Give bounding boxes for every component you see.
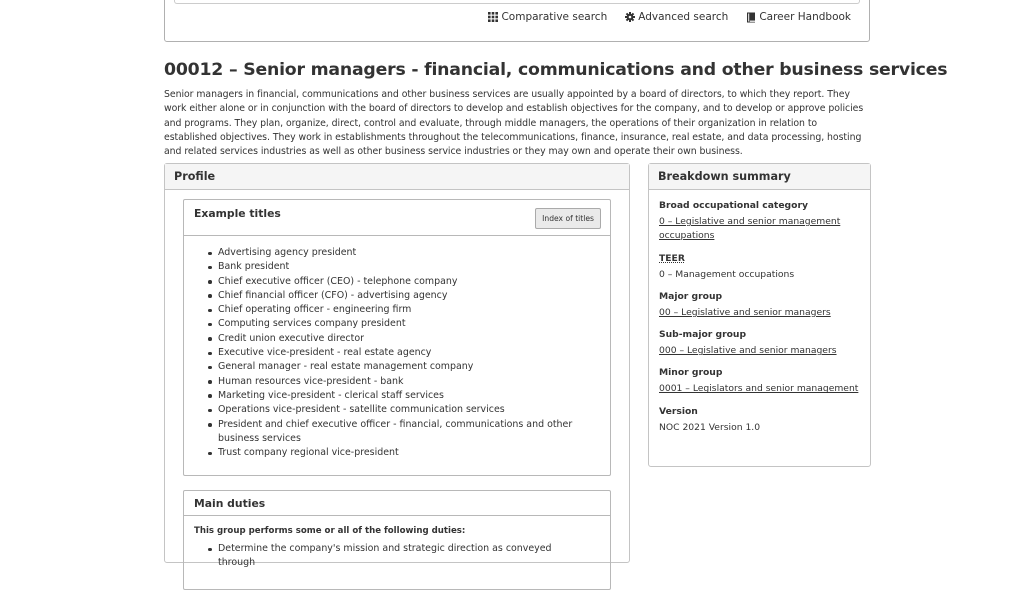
- comparative-search-link[interactable]: [488, 11, 607, 23]
- profile-panel: [164, 163, 630, 569]
- sub-major-group-link[interactable]: 000 – Legislative and senior managers: [659, 345, 837, 357]
- sub-major-group-item: [659, 329, 864, 358]
- version-item: [659, 406, 864, 435]
- gear-icon: [625, 12, 635, 22]
- list-item: President and chief executive officer - financial, communications and other business services: [208, 418, 588, 447]
- major-group-label: Major group: [659, 290, 723, 302]
- profile-heading: Profile: [165, 164, 629, 190]
- career-handbook-label: Career Handbook: [759, 11, 851, 23]
- career-handbook-link[interactable]: [746, 11, 851, 23]
- list-item: Credit union executive director: [208, 332, 588, 346]
- index-of-titles-button[interactable]: Index of titles: [535, 208, 601, 229]
- list-item: General manager - real estate management company: [208, 360, 588, 374]
- list-item: Determine the company's mission and strategic direction as conveyed through: [208, 542, 588, 571]
- list-item: Executive vice-president - real estate agency: [208, 346, 588, 360]
- teer-value: 0 – Management occupations: [659, 268, 795, 280]
- teer-item: [659, 253, 864, 282]
- example-titles-list: [208, 246, 588, 460]
- minor-group-label: Minor group: [659, 367, 723, 379]
- main-duties-list: [208, 542, 588, 571]
- major-group-link[interactable]: 00 – Legislative and senior managers: [659, 306, 831, 318]
- list-item: Chief operating officer - engineering firm: [208, 303, 588, 317]
- example-titles-heading: Example titles: [194, 207, 281, 220]
- breakdown-summary-body: [659, 200, 864, 444]
- list-item: Human resources vice-president - bank: [208, 375, 588, 389]
- teer-label: TEER: [659, 252, 685, 264]
- list-item: Computing services company president: [208, 317, 588, 331]
- example-titles-header: [184, 200, 610, 236]
- comparative-search-label: Comparative search: [501, 11, 608, 23]
- list-item: Marketing vice-president - clerical staff services: [208, 389, 588, 403]
- advanced-search-link[interactable]: [625, 11, 728, 23]
- occupation-description: Senior managers in financial, communications and other business services are usually appointed by a board of directors, to which they report. They work either alone or in conjunction with the board of directors to develop and establish objectives for the company, and to develop or approve policies and programs. They plan, organize, direct, control and evaluate, through middle managers, the operations of their organization in relation to established objectives. They work in establishments throughout the telecommunications, finance, insurance, real estate, and data processing, hosting and related services industries as well as other business service industries or they may own and operate their own business.: [164, 89, 864, 158]
- list-item: Trust company regional vice-president: [208, 446, 588, 460]
- list-item: Bank president: [208, 260, 588, 274]
- book-icon: [746, 12, 756, 23]
- page-title: 00012 – Senior managers - financial, communications and other business services: [164, 60, 948, 80]
- main-duties-panel: [183, 490, 611, 590]
- list-item: Chief executive officer (CEO) - telephone company: [208, 275, 588, 289]
- sub-major-group-label: Sub-major group: [659, 329, 747, 341]
- broad-category-label: Broad occupational category: [659, 200, 808, 211]
- broad-category-link[interactable]: 0 – Legislative and senior management occupations: [659, 216, 841, 242]
- advanced-search-label: Advanced search: [638, 11, 729, 23]
- example-titles-panel: [183, 199, 611, 476]
- major-group-item: [659, 291, 864, 320]
- list-item: Advertising agency president: [208, 246, 588, 260]
- search-panel: [164, 0, 870, 42]
- minor-group-item: [659, 367, 864, 396]
- breakdown-summary-heading: Breakdown summary: [649, 164, 870, 190]
- search-links: [488, 11, 851, 23]
- main-duties-heading: Main duties: [184, 491, 610, 516]
- list-item: Operations vice-president - satellite communication services: [208, 403, 588, 417]
- version-label: Version: [659, 405, 698, 417]
- breakdown-summary-panel: [648, 163, 871, 467]
- main-duties-intro: This group performs some or all of the following duties:: [194, 526, 466, 536]
- search-input-bottom-edge[interactable]: [174, 0, 860, 4]
- broad-category-item: [659, 200, 864, 244]
- minor-group-link[interactable]: 0001 – Legislators and senior management: [659, 383, 859, 395]
- version-value: NOC 2021 Version 1.0: [659, 421, 761, 433]
- grid-icon: [488, 12, 498, 22]
- list-item: Chief financial officer (CFO) - advertising agency: [208, 289, 588, 303]
